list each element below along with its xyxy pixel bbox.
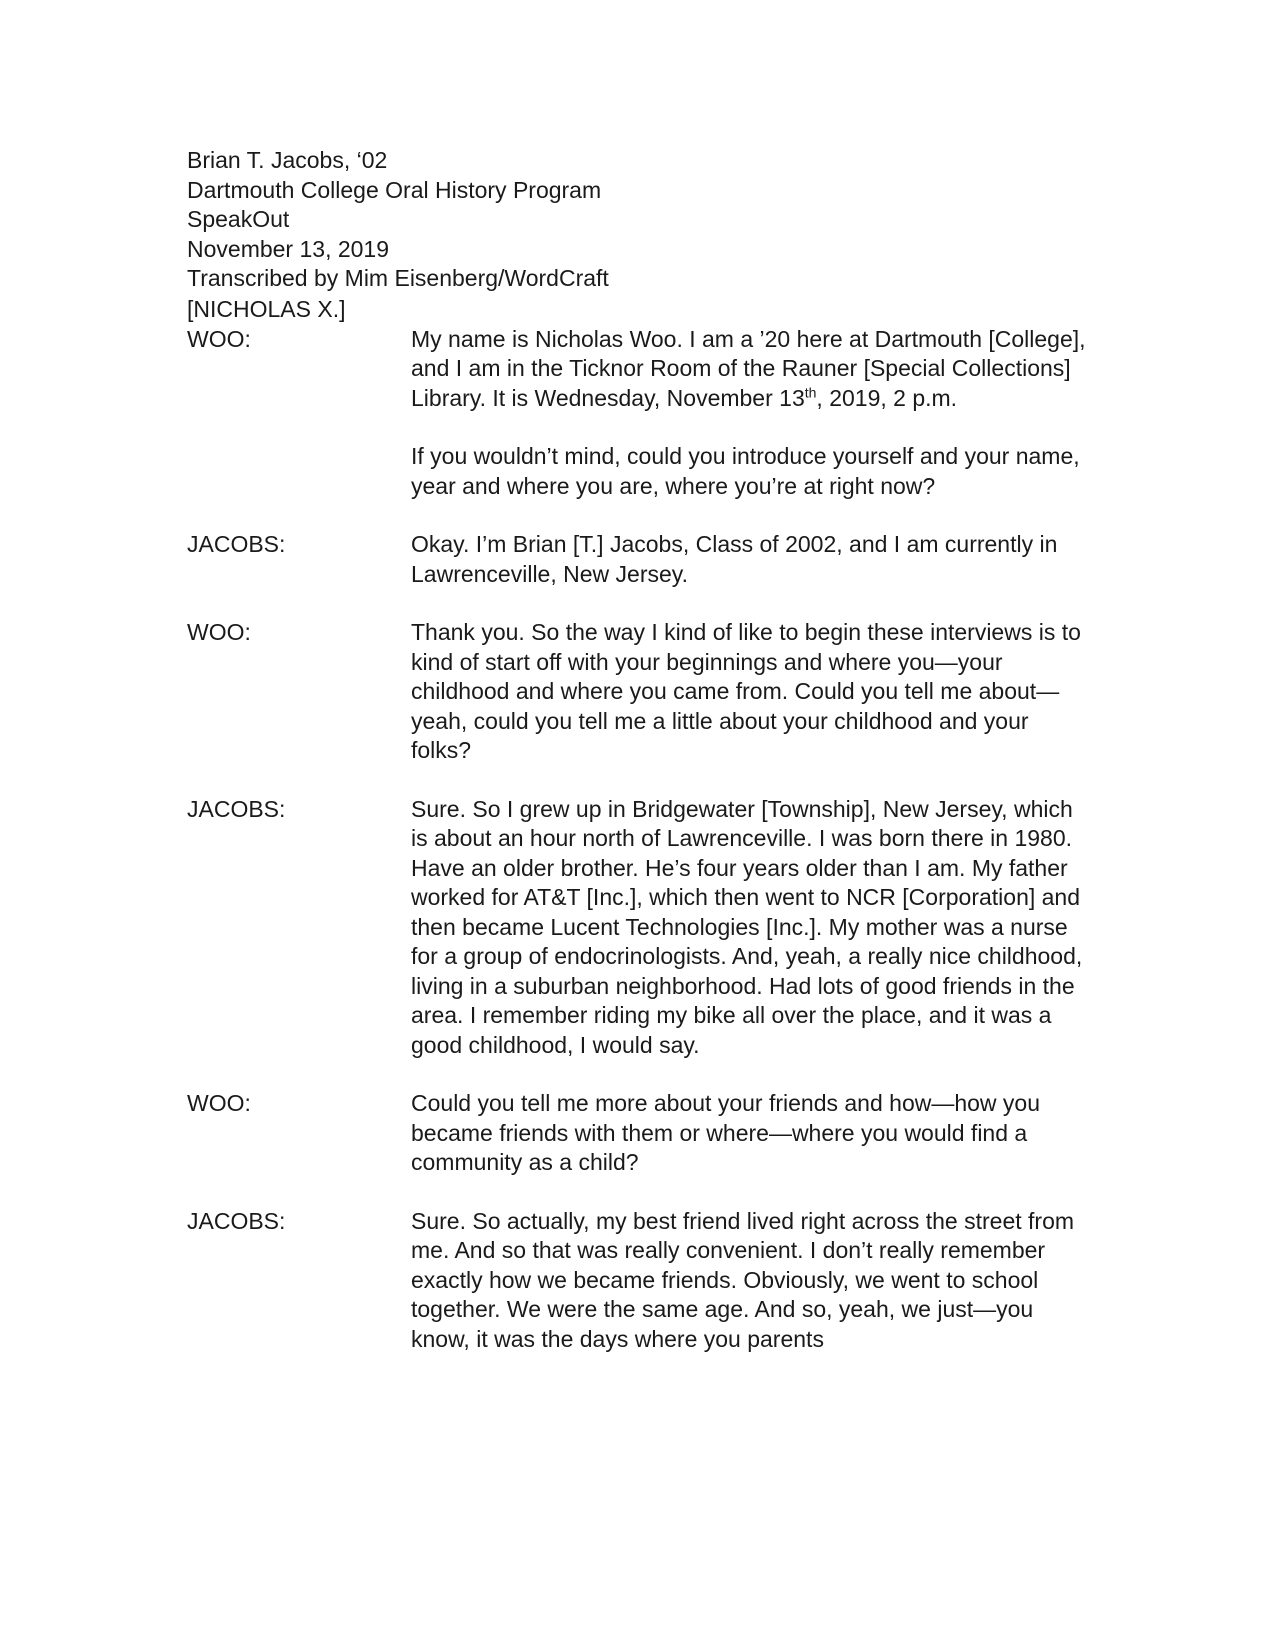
speech-paragraph: If you wouldn’t mind, could you introduce yourself and your name, year and where you are, where you’re at right now?	[411, 443, 1080, 499]
speaker-name: WOO:	[187, 325, 251, 352]
speech-text	[411, 1207, 1086, 1355]
speech-paragraph: Could you tell me more about your friends and how—how you became friends with them or where—where you would find a community as a child?	[411, 1090, 1041, 1175]
speaker-label	[187, 295, 411, 501]
document-header	[187, 146, 1087, 294]
speech-paragraph: Okay. I’m Brian [T.] Jacobs, Class of 2002, and I am currently in Lawrenceville, New Jersey.	[411, 531, 1058, 587]
date-line: November 13, 2019	[187, 235, 390, 262]
transcript-turn	[187, 795, 1087, 1061]
program-line: Dartmouth College Oral History Program	[187, 176, 602, 203]
interviewee-line: Brian T. Jacobs, ‘02	[187, 147, 388, 173]
speech-text	[411, 530, 1086, 589]
speaker-label: WOO:	[187, 1090, 251, 1116]
speech-text-part: My name is Nicholas Woo. I am a ’20 here at Dartmouth [College], and I am in the Ticknor Room of the Rauner [Special Collections] Library. It is Wednesday, November 13	[411, 325, 1086, 411]
project-line: SpeakOut	[187, 206, 290, 232]
speaker-label: JACOBS:	[187, 1207, 286, 1234]
speaker-prefix: [NICHOLAS X.]	[187, 296, 346, 322]
speech-text	[411, 795, 1086, 1061]
speech-paragraph: Sure. So actually, my best friend lived right across the street from me. And so that was really convenient. I don’t really remember exactly how we became friends. Obviously, we went to school together. We were the same age. And so, yeah, we just—you know, it was the days where you parents	[411, 1207, 1075, 1352]
speech-text	[411, 1089, 1086, 1178]
speech-text-part: , 2019, 2 p.m.	[816, 384, 958, 411]
transcript-page	[187, 146, 1087, 1383]
speaker-label: JACOBS:	[187, 531, 286, 557]
transcript-turn	[187, 618, 1087, 766]
speech-text	[411, 618, 1086, 766]
speaker-label: WOO:	[187, 619, 251, 645]
transcript-turn	[187, 1207, 1087, 1355]
transcript-turn	[187, 1089, 1087, 1178]
transcript-turn	[187, 296, 1087, 502]
speech-paragraph: Thank you. So the way I kind of like to begin these interviews is to kind of start off with your beginnings and where you—your childhood and where you came from. Could you tell me about—yeah, could you tell me a little about your childhood and your folks?	[411, 619, 1081, 763]
speech-paragraph: Sure. So I grew up in Bridgewater [Township], New Jersey, which is about an hour north of Lawrenceville. I was born there in 1980. Have an older brother. He’s four years older than I am. My father worked for AT&T [Inc.], which then went to NCR [Corporation] and then became Lucent Technologies [Inc.]. My mother was a nurse for a group of endocrinologists. And, yeah, a really nice childhood, living in a suburban neighborhood. Had lots of good friends in the area. I remember riding my bike all over the place, and it was a good childhood, I would say.	[411, 795, 1083, 1058]
speech-text	[411, 325, 1086, 502]
transcriber-line: Transcribed by Mim Eisenberg/WordCraft	[187, 265, 609, 291]
speech-paragraph	[411, 325, 1086, 414]
ordinal-suffix: th	[804, 383, 817, 400]
transcript-turn	[187, 530, 1087, 589]
speaker-label: JACOBS:	[187, 795, 286, 822]
